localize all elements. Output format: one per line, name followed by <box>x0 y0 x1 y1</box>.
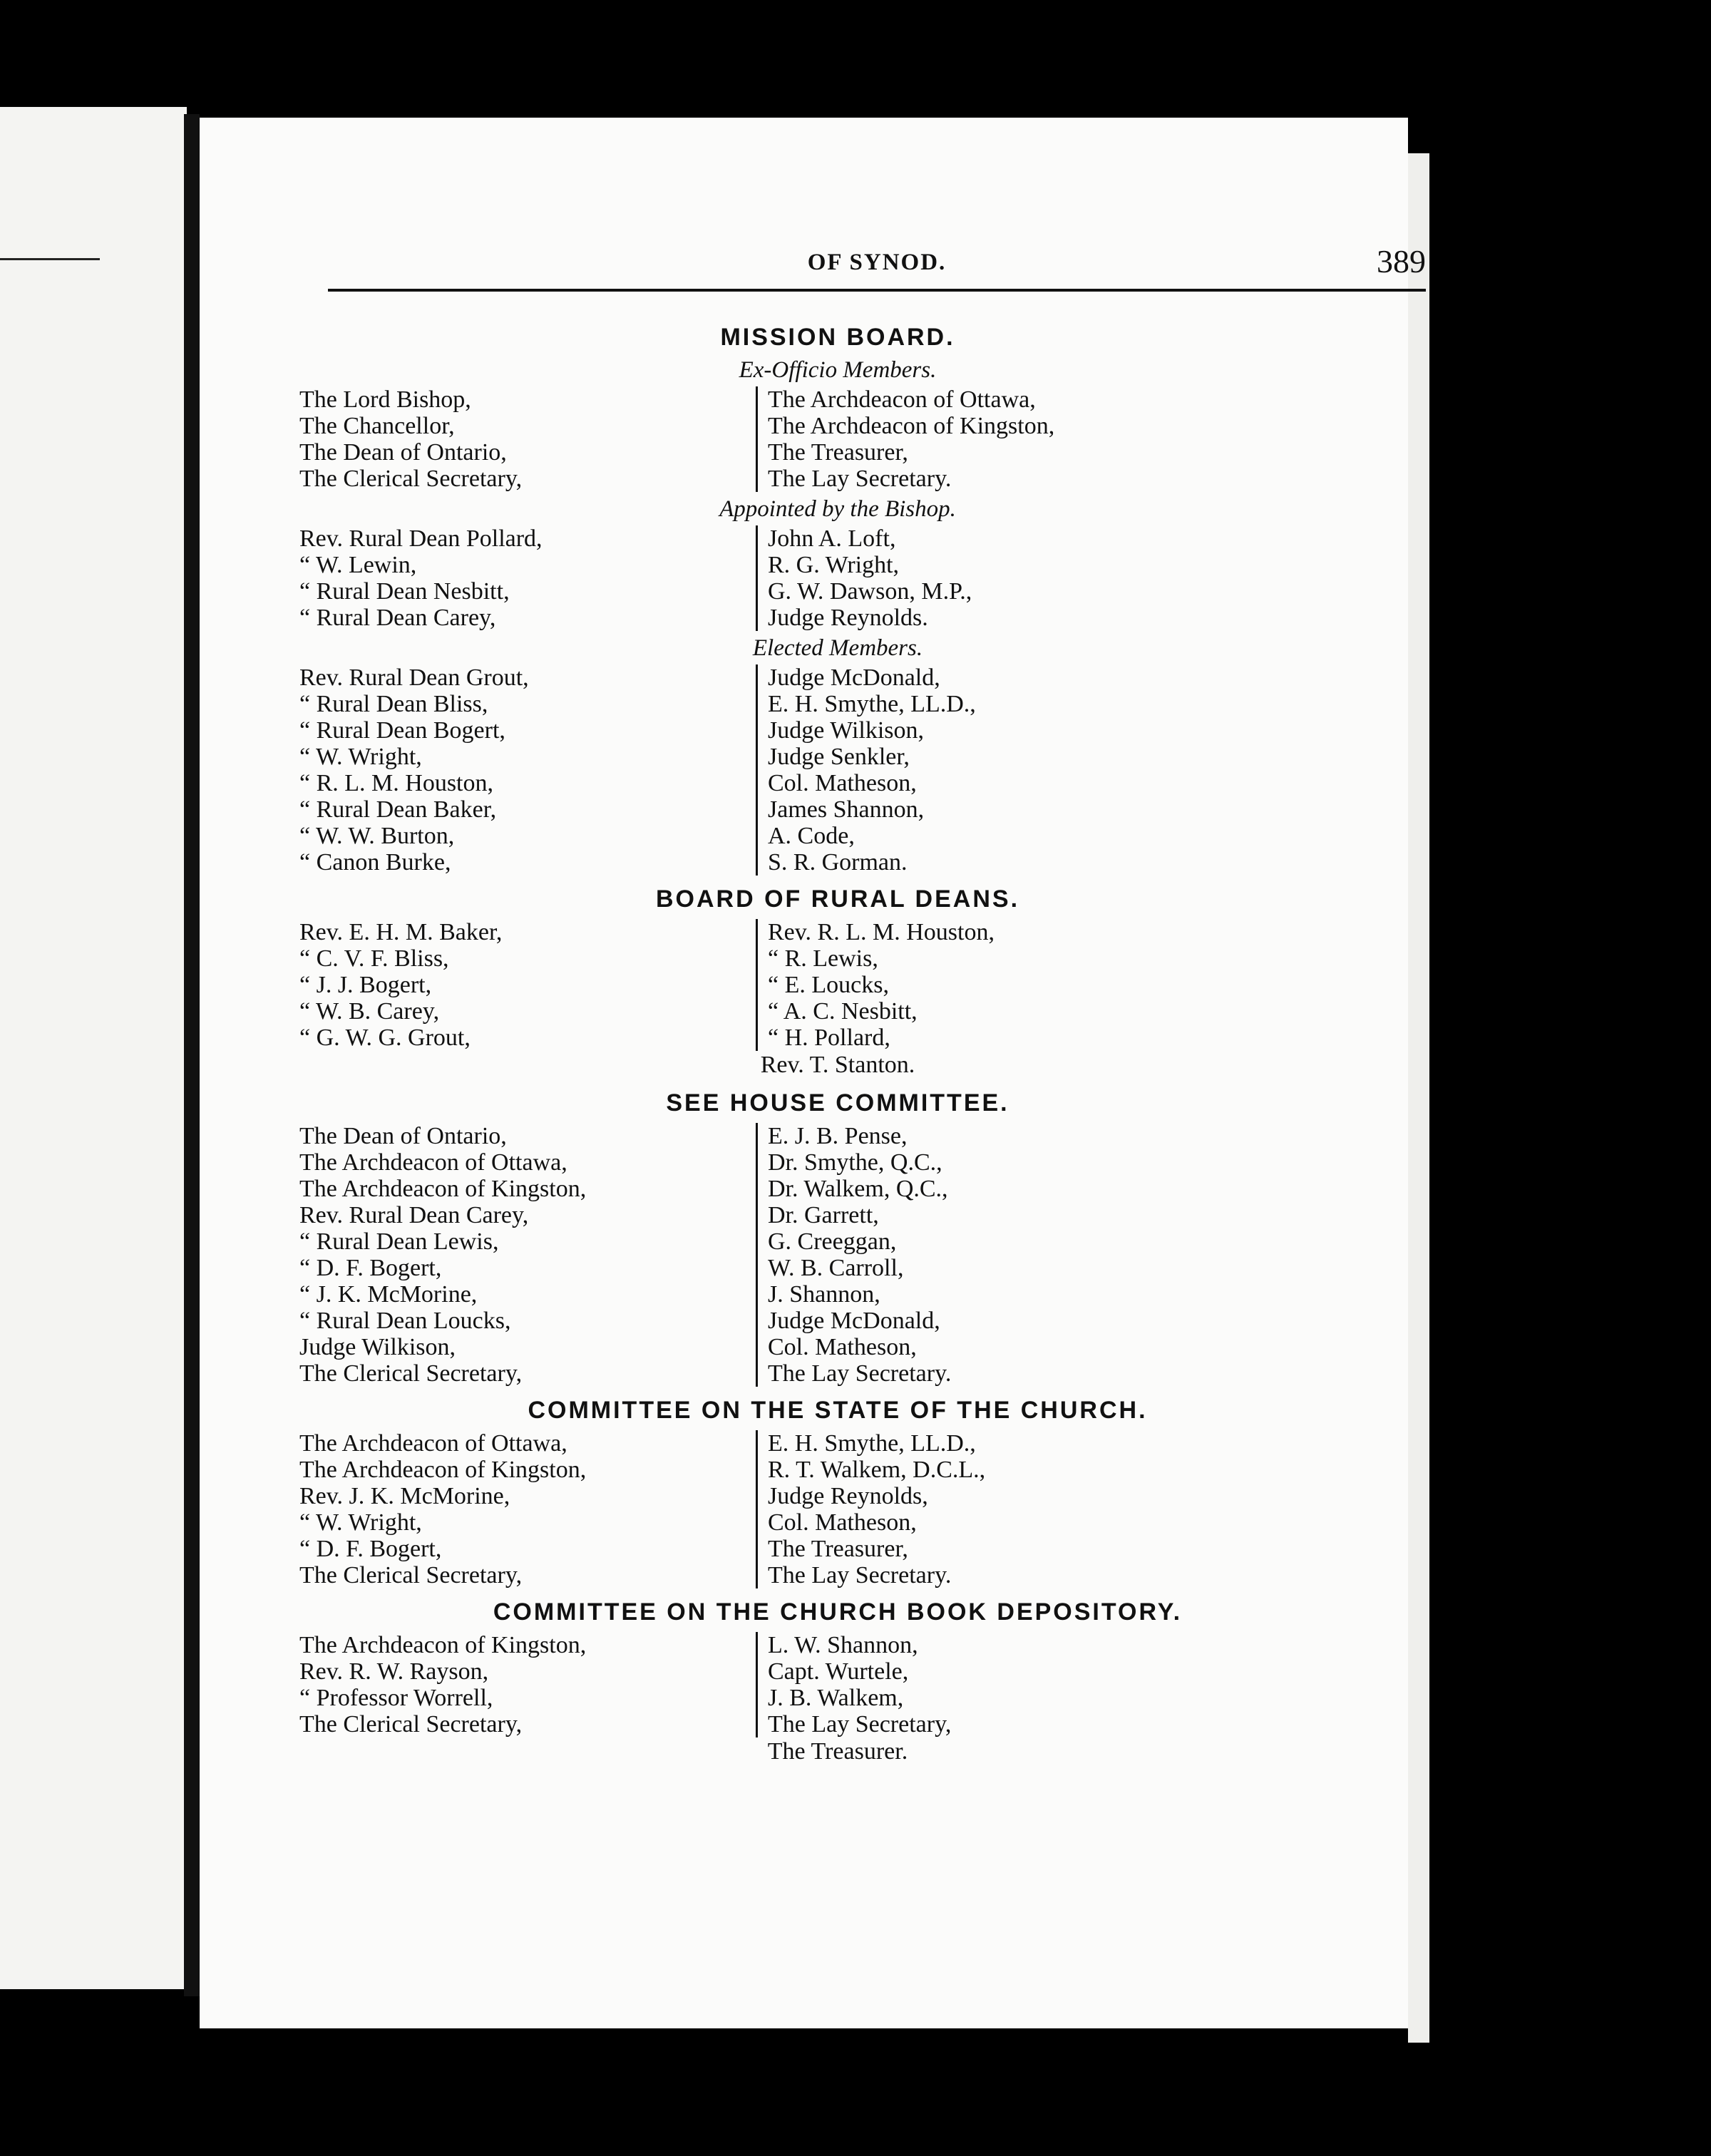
left-column <box>299 525 756 631</box>
member-name: “ W. W. Burton, <box>299 823 455 849</box>
member-name: The Treasurer, <box>768 439 908 466</box>
member-columns <box>299 1430 1383 1588</box>
member-name: Rev. R. W. Rayson, <box>299 1658 489 1685</box>
right-column <box>756 1123 951 1387</box>
member-name: Rev. E. H. M. Baker, <box>299 919 503 945</box>
member-name: The Clerical Secretary, <box>299 466 523 492</box>
member-name: John A. Loft, <box>768 525 896 552</box>
member-name: James Shannon, <box>768 796 925 823</box>
member-name: “ Rural Dean Bogert, <box>299 717 505 744</box>
member-name: “ Canon Burke, <box>299 849 451 876</box>
member-name: “ G. W. G. Grout, <box>299 1025 471 1051</box>
section-title: MISSION BOARD. <box>720 324 955 351</box>
section-0 <box>292 324 1383 876</box>
left-column <box>299 1430 756 1588</box>
member-name: The Lay Secretary, <box>768 1711 952 1737</box>
member-name: The Lay Secretary. <box>768 1562 952 1588</box>
member-name: The Dean of Ontario, <box>299 439 507 466</box>
right-column <box>756 525 972 631</box>
left-column <box>299 664 756 876</box>
member-name: “ Rural Dean Carey, <box>299 605 496 631</box>
member-name: Rev. Rural Dean Pollard, <box>299 525 543 552</box>
section-3 <box>292 1397 1383 1588</box>
member-columns <box>299 664 1383 876</box>
member-name: Judge Reynolds, <box>768 1483 928 1509</box>
member-name: Rev. R. L. M. Houston, <box>768 919 995 945</box>
member-name: S. R. Gorman. <box>768 849 908 876</box>
member-columns <box>299 919 1383 1051</box>
member-name: Judge Wilkison, <box>768 717 925 744</box>
member-name: Judge Senkler, <box>768 744 910 770</box>
member-name: Col. Matheson, <box>768 770 917 796</box>
page-edge <box>1408 153 1429 2043</box>
member-name: The Lay Secretary. <box>768 1360 952 1387</box>
member-columns <box>299 1123 1383 1387</box>
member-name: Dr. Walkem, Q.C., <box>768 1176 948 1202</box>
member-name: “ C. V. F. Bliss, <box>299 945 449 972</box>
right-column <box>756 1430 985 1588</box>
member-name: Judge Reynolds. <box>768 605 928 631</box>
member-name: Dr. Smythe, Q.C., <box>768 1149 942 1176</box>
member-name: R. G. Wright, <box>768 552 900 578</box>
member-name: The Archdeacon of Kingston, <box>299 1176 587 1202</box>
page-header <box>328 243 1426 299</box>
facing-page-rule <box>0 258 100 260</box>
left-column <box>299 919 756 1051</box>
member-name: Judge Wilkison, <box>299 1334 456 1360</box>
member-name: “ A. C. Nesbitt, <box>768 998 918 1025</box>
member-name: Judge McDonald, <box>768 1308 940 1334</box>
book-gutter <box>184 114 200 1996</box>
running-head: OF SYNOD. <box>807 250 947 275</box>
member-name: Col. Matheson, <box>768 1509 917 1536</box>
facing-page-edge <box>0 107 187 1989</box>
member-name: J. Shannon, <box>768 1281 880 1308</box>
member-name: J. B. Walkem, <box>768 1685 904 1711</box>
member-name: “ Rural Dean Loucks, <box>299 1308 511 1334</box>
document-page <box>200 118 1426 2028</box>
member-name: “ D. F. Bogert, <box>299 1536 442 1562</box>
member-columns <box>299 1632 1383 1737</box>
right-column <box>756 386 1054 492</box>
member-name: Col. Matheson, <box>768 1334 917 1360</box>
member-name: “ W. Wright, <box>299 744 422 770</box>
member-name: R. T. Walkem, D.C.L., <box>768 1457 986 1483</box>
member-name: E. J. B. Pense, <box>768 1123 908 1149</box>
member-name: “ J. J. Bogert, <box>299 972 432 998</box>
member-name: “ H. Pollard, <box>768 1025 890 1051</box>
member-name: W. B. Carroll, <box>768 1255 904 1281</box>
member-name: “ Rural Dean Nesbitt, <box>299 578 510 605</box>
member-name: “ J. K. McMorine, <box>299 1281 478 1308</box>
member-name: “ R. Lewis, <box>768 945 878 972</box>
section-1 <box>292 885 1383 1079</box>
member-name: Judge McDonald, <box>768 664 940 691</box>
section-title: COMMITTEE ON THE STATE OF THE CHURCH. <box>528 1397 1148 1424</box>
member-name: Rev. Rural Dean Grout, <box>299 664 529 691</box>
member-name: The Archdeacon of Kingston, <box>299 1457 587 1483</box>
member-columns <box>299 525 1383 631</box>
member-name: “ D. F. Bogert, <box>299 1255 442 1281</box>
member-name: The Archdeacon of Kingston, <box>299 1632 587 1658</box>
member-name: The Lord Bishop, <box>299 386 471 413</box>
header-rule <box>328 289 1426 292</box>
member-columns <box>299 386 1383 492</box>
member-name: “ R. L. M. Houston, <box>299 770 493 796</box>
subhead: Ex-Officio Members. <box>739 357 937 383</box>
member-name: E. H. Smythe, LL.D., <box>768 691 976 717</box>
member-name: Rev. J. K. McMorine, <box>299 1483 510 1509</box>
member-name: A. Code, <box>768 823 855 849</box>
member-name: E. H. Smythe, LL.D., <box>768 1430 976 1457</box>
section-title: COMMITTEE ON THE CHURCH BOOK DEPOSITORY. <box>493 1598 1183 1626</box>
member-name: G. Creeggan, <box>768 1228 897 1255</box>
member-name: “ Rural Dean Baker, <box>299 796 497 823</box>
member-name: Dr. Garrett, <box>768 1202 879 1228</box>
page-content <box>292 314 1383 1766</box>
member-name: The Clerical Secretary, <box>299 1360 523 1387</box>
member-name: The Clerical Secretary, <box>299 1562 523 1588</box>
member-name: The Treasurer, <box>768 1536 908 1562</box>
section-title: BOARD OF RURAL DEANS. <box>655 885 1020 913</box>
left-column <box>299 1632 756 1737</box>
section-title: SEE HOUSE COMMITTEE. <box>666 1089 1009 1116</box>
member-name: Rev. Rural Dean Carey, <box>299 1202 529 1228</box>
member-name: “ Professor Worrell, <box>299 1685 493 1711</box>
member-name: The Archdeacon of Ottawa, <box>299 1149 567 1176</box>
section-footer-member: Rev. T. Stanton. <box>760 1052 915 1078</box>
section-4 <box>292 1598 1383 1766</box>
member-name: G. W. Dawson, M.P., <box>768 578 972 605</box>
section-2 <box>292 1089 1383 1387</box>
member-name: “ W. Lewin, <box>299 552 417 578</box>
member-name: The Clerical Secretary, <box>299 1711 523 1737</box>
member-name: “ W. B. Carey, <box>299 998 440 1025</box>
right-column <box>756 664 976 876</box>
member-name: “ E. Loucks, <box>768 972 889 998</box>
member-name: “ Rural Dean Lewis, <box>299 1228 499 1255</box>
subhead: Elected Members. <box>752 635 923 661</box>
right-column <box>756 919 995 1051</box>
member-name: The Archdeacon of Kingston, <box>768 413 1055 439</box>
member-name: Capt. Wurtele, <box>768 1658 909 1685</box>
member-name: “ Rural Dean Bliss, <box>299 691 488 717</box>
section-footer-member: The Treasurer. <box>767 1738 908 1765</box>
member-name: The Chancellor, <box>299 413 455 439</box>
left-column <box>299 1123 756 1387</box>
right-column <box>756 1632 951 1737</box>
page-number: 389 <box>1377 243 1426 279</box>
member-name: The Archdeacon of Ottawa, <box>768 386 1036 413</box>
member-name: “ W. Wright, <box>299 1509 422 1536</box>
member-name: The Archdeacon of Ottawa, <box>299 1430 567 1457</box>
member-name: L. W. Shannon, <box>768 1632 918 1658</box>
member-name: The Dean of Ontario, <box>299 1123 507 1149</box>
member-name: The Lay Secretary. <box>768 466 952 492</box>
subhead: Appointed by the Bishop. <box>719 496 956 522</box>
left-column <box>299 386 756 492</box>
